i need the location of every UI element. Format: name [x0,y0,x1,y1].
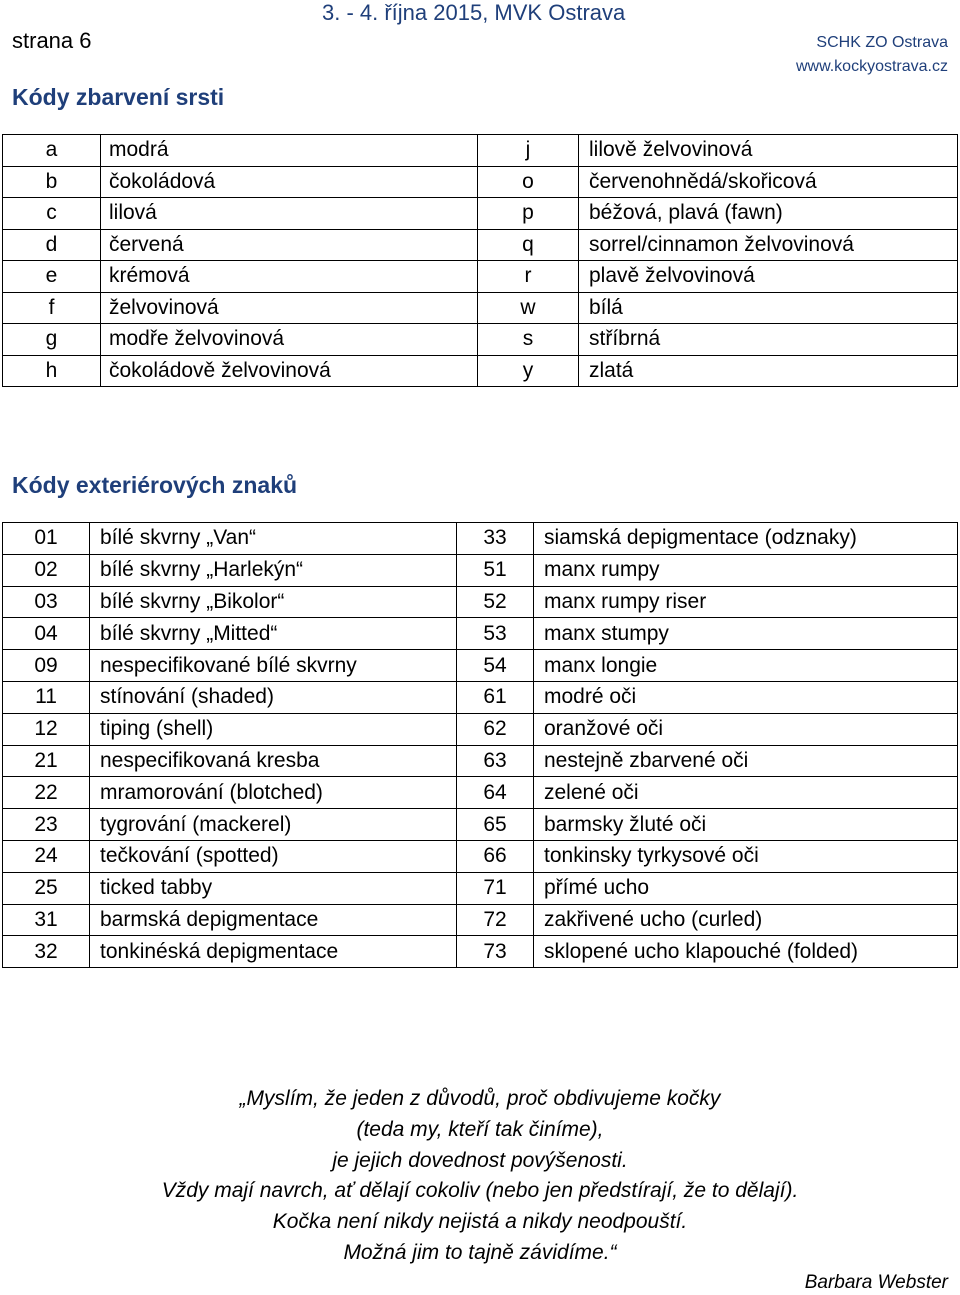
label-right-cell: zelené oči [534,777,958,809]
code-left-cell: 12 [3,713,90,745]
code-right-cell: 63 [457,745,534,777]
code-left-cell: 11 [3,681,90,713]
code-right-cell: 62 [457,713,534,745]
table-row [3,745,958,777]
table-row [3,523,958,555]
table-row [3,936,958,968]
label-left-cell: stínování (shaded) [90,681,457,713]
quote-block [0,1084,960,1269]
table-row [3,554,958,586]
code-right-cell: 54 [457,650,534,682]
label-right-cell: béžová, plavá (fawn) [579,198,958,230]
label-right-cell: přímé ucho [534,872,958,904]
code-left-cell: 32 [3,936,90,968]
color-codes-title: Kódy zbarvení srsti [12,84,225,110]
quote-line: „Myslím, že jeden z důvodů, proč obdivujeme kočky [239,1087,721,1110]
code-right-cell: y [478,355,579,387]
code-right-cell: 65 [457,809,534,841]
code-right-cell: r [478,261,579,293]
code-left-cell: f [3,292,101,324]
code-right-cell: 51 [457,554,534,586]
label-left-cell: bílé skvrny „Mitted“ [90,618,457,650]
event-title: 3. - 4. října 2015, MVK Ostrava [322,0,626,25]
code-left-cell: 03 [3,586,90,618]
label-left-cell: tonkinéská depigmentace [90,936,457,968]
code-left-cell: h [3,355,101,387]
label-left-cell: tečkování (spotted) [90,840,457,872]
label-left-cell: krémová [101,261,478,293]
code-left-cell: 23 [3,809,90,841]
table-row [3,713,958,745]
table-row [3,872,958,904]
code-right-cell: j [478,135,579,167]
table-row [3,777,958,809]
label-right-cell: sorrel/cinnamon želvovinová [579,229,958,261]
code-right-cell: 52 [457,586,534,618]
label-right-cell: zlatá [579,355,958,387]
marking-codes-table [2,522,958,968]
code-right-cell: 73 [457,936,534,968]
organization-name: SCHK ZO Ostrava [816,34,948,51]
quote-line: Kočka není nikdy nejistá a nikdy neodpouští. [272,1210,688,1234]
label-left-cell: mramorování (blotched) [90,777,457,809]
label-left-cell: želvovinová [101,292,478,324]
code-right-cell: q [478,229,579,261]
code-left-cell: 04 [3,618,90,650]
label-left-cell: čokoládová [101,166,478,198]
label-left-cell: tiping (shell) [90,713,457,745]
label-left-cell: lilová [101,198,478,230]
table-row [3,292,958,324]
label-right-cell: plavě želvovinová [579,261,958,293]
code-right-cell: 71 [457,872,534,904]
code-left-cell: 22 [3,777,90,809]
label-left-cell: čokoládově želvovinová [101,355,478,387]
label-left-cell: červená [101,229,478,261]
table-row [3,229,958,261]
table-row [3,809,958,841]
label-right-cell: manx rumpy [534,554,958,586]
label-right-cell: stříbrná [579,324,958,356]
code-right-cell: 53 [457,618,534,650]
label-right-cell: barmsky žluté oči [534,809,958,841]
label-right-cell: sklopené ucho klapouché (folded) [534,936,958,968]
code-right-cell: w [478,292,579,324]
table-row [3,324,958,356]
page-number: strana 6 [12,28,92,53]
marking-codes-title: Kódy exteriérových znaků [12,472,298,498]
code-left-cell: g [3,324,101,356]
code-left-cell: 24 [3,840,90,872]
table-row [3,904,958,936]
quote-author: Barbara Webster [804,1272,948,1293]
label-right-cell: manx stumpy [534,618,958,650]
quote-line: je jejich dovednost povýšenosti. [332,1148,628,1172]
label-right-cell: manx rumpy riser [534,586,958,618]
code-left-cell: d [3,229,101,261]
quote-line: (teda my, kteří tak činíme), [356,1117,604,1141]
code-left-cell: 21 [3,745,90,777]
table-row [3,198,958,230]
code-right-cell: 61 [457,681,534,713]
code-left-cell: 09 [3,650,90,682]
code-right-cell: 72 [457,904,534,936]
code-left-cell: c [3,198,101,230]
label-left-cell: bílé skvrny „Van“ [90,523,457,555]
code-right-cell: 66 [457,840,534,872]
label-right-cell: lilově želvovinová [579,135,958,167]
code-left-cell: 01 [3,523,90,555]
code-right-cell: o [478,166,579,198]
label-right-cell: tonkinsky tyrkysové oči [534,840,958,872]
table-row [3,840,958,872]
code-left-cell: b [3,166,101,198]
table-row [3,166,958,198]
table-row [3,135,958,167]
quote-line: Možná jim to tajně závidíme.“ [343,1240,617,1264]
label-right-cell: červenohnědá/skořicová [579,166,958,198]
table-row [3,681,958,713]
website-url[interactable]: www.kockyostrava.cz [795,58,948,75]
label-left-cell: tygrování (mackerel) [90,809,457,841]
table-row [3,261,958,293]
label-left-cell: barmská depigmentace [90,904,457,936]
code-right-cell: 64 [457,777,534,809]
table-row [3,618,958,650]
label-right-cell: modré oči [534,681,958,713]
code-right-cell: s [478,324,579,356]
code-left-cell: a [3,135,101,167]
quote-line: Vždy mají navrch, ať dělají cokoliv (nebo jen předstírají, že to dělají). [161,1179,799,1203]
label-left-cell: modrá [101,135,478,167]
table-row [3,586,958,618]
code-left-cell: 31 [3,904,90,936]
label-right-cell: oranžové oči [534,713,958,745]
code-right-cell: p [478,198,579,230]
label-left-cell: nespecifikované bílé skvrny [90,650,457,682]
label-left-cell: ticked tabby [90,872,457,904]
code-left-cell: 02 [3,554,90,586]
label-right-cell: zakřivené ucho (curled) [534,904,958,936]
color-codes-table [2,134,958,387]
code-right-cell: 33 [457,523,534,555]
label-left-cell: modře želvovinová [101,324,478,356]
label-right-cell: siamská depigmentace (odznaky) [534,523,958,555]
label-right-cell: bílá [579,292,958,324]
label-right-cell: manx longie [534,650,958,682]
label-left-cell: bílé skvrny „Harlekýn“ [90,554,457,586]
table-row [3,650,958,682]
label-right-cell: nestejně zbarvené oči [534,745,958,777]
table-row [3,355,958,387]
code-left-cell: 25 [3,872,90,904]
label-left-cell: bílé skvrny „Bikolor“ [90,586,457,618]
label-left-cell: nespecifikovaná kresba [90,745,457,777]
code-left-cell: e [3,261,101,293]
